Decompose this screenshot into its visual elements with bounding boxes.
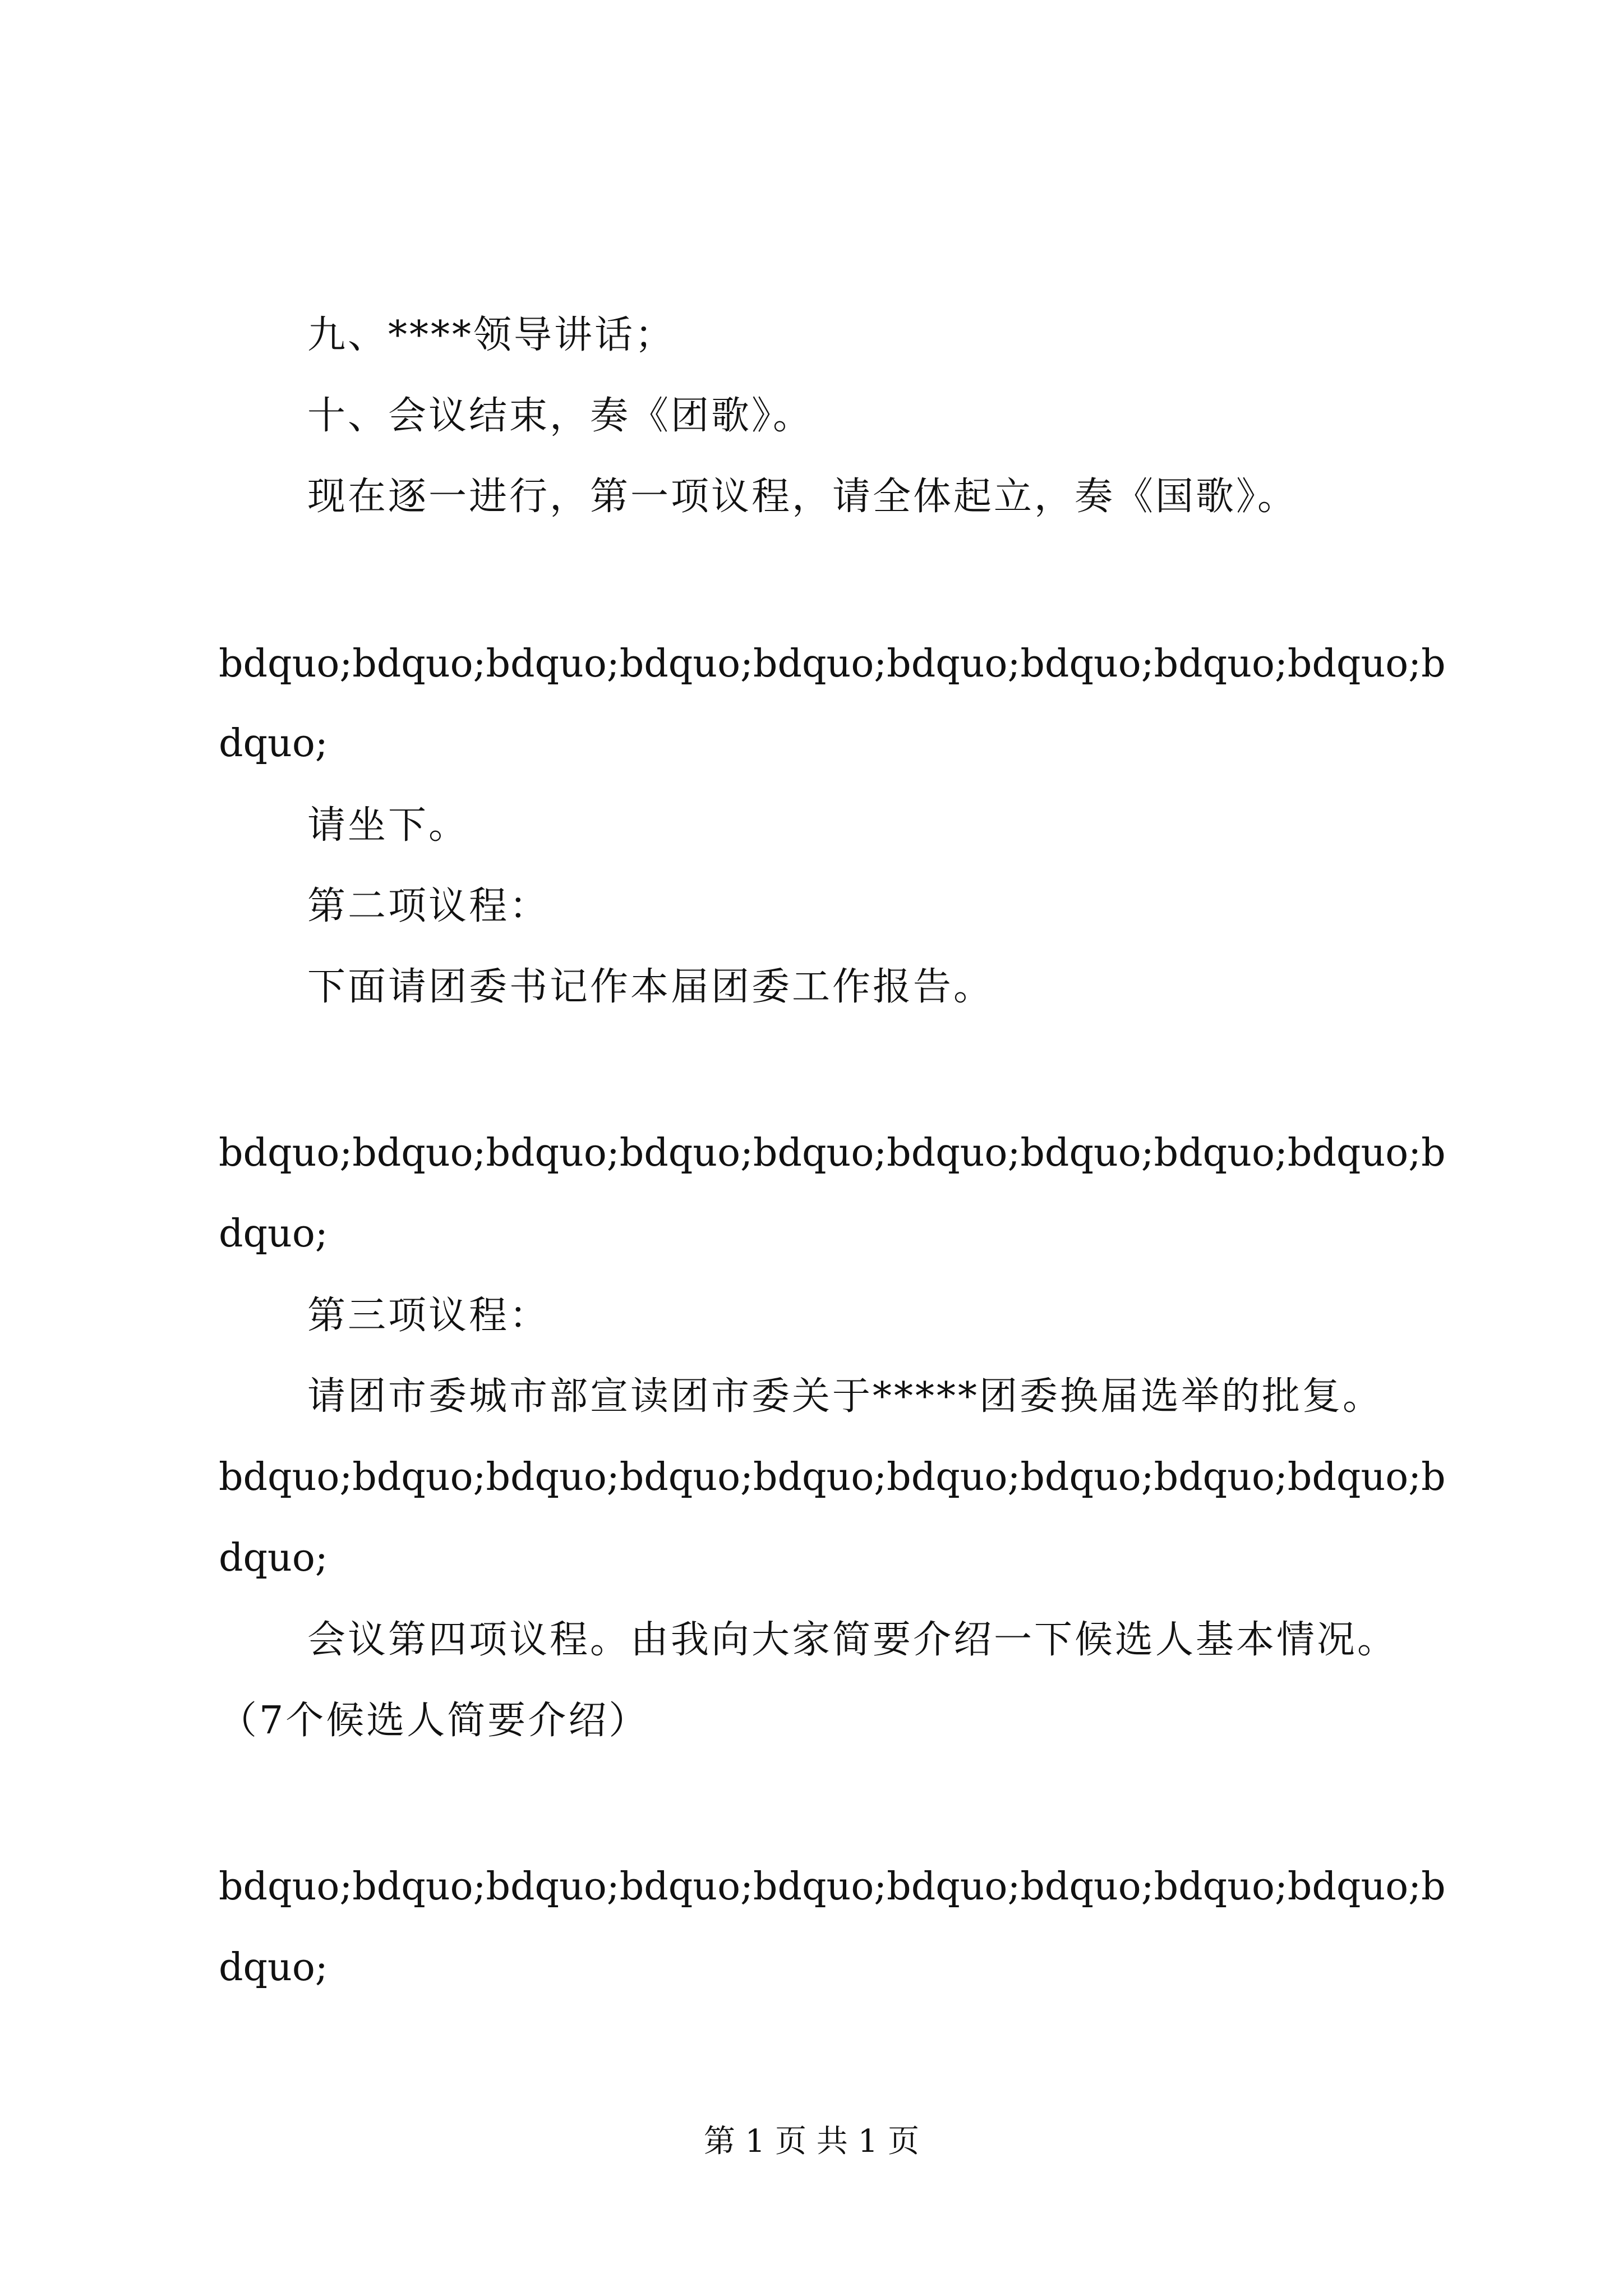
agenda-heading-2: 第二项议程：: [307, 884, 550, 928]
agenda-heading-3: 第三项议程：: [307, 1294, 550, 1338]
entity-text-line: dquo;: [219, 1536, 328, 1580]
page-footer: 第 1 页 共 1 页: [703, 2123, 920, 2160]
paragraph-candidates-note: （7个候选人简要介绍）: [219, 1699, 649, 1743]
agenda-item-10: 十、会议结束，奏《团歌》。: [307, 394, 814, 438]
paragraph-sit-down: 请坐下。: [307, 803, 469, 848]
entity-text-line: bdquo;bdquo;bdquo;bdquo;bdquo;bdquo;bdquo;bdquo;bdquo;b: [219, 642, 1446, 686]
entity-text-line: bdquo;bdquo;bdquo;bdquo;bdquo;bdquo;bdquo;bdquo;bdquo;b: [219, 1455, 1446, 1499]
paragraph-approval: 请团市委城市部宣读团市委关于*****团委换届选举的批复。: [307, 1374, 1384, 1419]
entity-text-line: bdquo;bdquo;bdquo;bdquo;bdquo;bdquo;bdquo;bdquo;bdquo;b: [219, 1865, 1446, 1909]
agenda-item-9: 九、****领导讲话；: [307, 313, 676, 357]
entity-text-line: dquo;: [219, 721, 328, 766]
entity-text-line: bdquo;bdquo;bdquo;bdquo;bdquo;bdquo;bdquo;bdquo;bdquo;b: [219, 1131, 1446, 1175]
paragraph-work-report: 下面请团委书记作本届团委工作报告。: [307, 965, 994, 1009]
paragraph-proceed: 现在逐一进行，第一项议程，请全体起立，奏《国歌》。: [307, 475, 1298, 519]
entity-text-line: dquo;: [219, 1212, 328, 1256]
entity-text-line: dquo;: [219, 1945, 328, 1990]
paragraph-candidates: 会议第四项议程。由我向大家简要介绍一下候选人基本情况。: [307, 1618, 1398, 1662]
